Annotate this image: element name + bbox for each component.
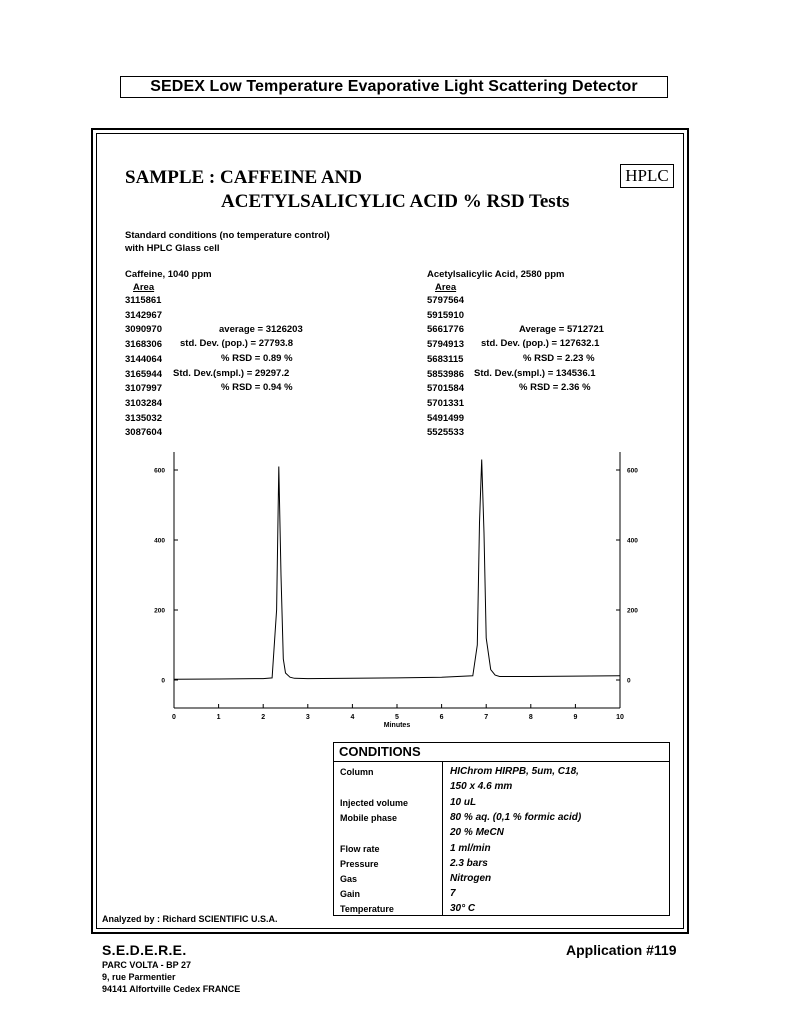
company-name: S.E.D.E.R.E. <box>102 942 187 958</box>
address-line1: PARC VOLTA - BP 27 <box>102 960 192 970</box>
caffeine-area-value: 3107997 <box>125 383 162 395</box>
caffeine-std-smpl: Std. Dev.(smpl.) = 29297.2 <box>173 368 290 379</box>
x-tick-label: 4 <box>350 714 355 721</box>
application-number: Application #119 <box>566 942 677 958</box>
x-tick-label: 9 <box>573 714 578 721</box>
asa-area-label: Area <box>435 282 457 293</box>
conditions-value: 20 % MeCN <box>450 827 504 838</box>
asa-std-smpl: Std. Dev.(smpl.) = 134536.1 <box>474 368 596 379</box>
conditions-row <box>334 811 669 825</box>
x-tick-label: 10 <box>616 714 624 721</box>
conditions-label: Flow rate <box>340 844 380 854</box>
y-tick-label-right: 600 <box>627 467 638 475</box>
x-tick-label: 6 <box>439 714 444 721</box>
asa-area-value: 5701584 <box>427 383 464 395</box>
asa-average: Average = 5712721 <box>519 324 604 335</box>
x-tick-label: 5 <box>395 714 399 721</box>
conditions-row <box>334 902 669 916</box>
x-tick-label: 7 <box>484 714 489 721</box>
y-tick-label-left: 600 <box>154 467 165 475</box>
asa-area-value: 5794913 <box>427 339 464 351</box>
conditions-label: Gain <box>340 889 361 899</box>
x-tick-label: 3 <box>305 714 310 721</box>
y-tick-label-right: 400 <box>627 537 638 545</box>
caffeine-area-value: 3090970 <box>125 324 162 336</box>
conditions-value: 7 <box>450 888 456 899</box>
caffeine-area-value: 3115861 <box>125 295 162 306</box>
y-tick-label-right: 200 <box>627 607 638 615</box>
asa-heading: Acetylsalicylic Acid, 2580 ppm <box>427 269 565 280</box>
conditions-value: 150 x 4.6 mm <box>450 781 513 792</box>
conditions-note-line1: Standard conditions (no temperature control) <box>125 230 330 241</box>
asa-area-value: 5525533 <box>427 427 464 439</box>
asa-area-value: 5491499 <box>427 412 464 424</box>
caffeine-area-value: 3087604 <box>125 427 162 439</box>
conditions-value: 30° C <box>450 903 476 914</box>
x-tick-label: 1 <box>216 714 221 721</box>
y-tick-label-left: 400 <box>154 537 165 545</box>
conditions-value: Nitrogen <box>450 873 492 884</box>
address-line3: 94141 Alfortville Cedex FRANCE <box>102 984 241 994</box>
conditions-label: Gas <box>340 874 358 884</box>
caffeine-average: average = 3126203 <box>219 324 303 335</box>
conditions-row <box>334 857 669 871</box>
caffeine-rsd-pop: % RSD = 0.89 % <box>221 353 293 364</box>
conditions-label: Injected volume <box>340 798 409 808</box>
y-tick-label-left: 0 <box>161 677 165 685</box>
conditions-label: Temperature <box>340 904 394 914</box>
asa-std-pop: std. Dev. (pop.) = 127632.1 <box>481 338 600 349</box>
sample-title-line1: SAMPLE : CAFFEINE AND <box>125 167 362 188</box>
conditions-title: CONDITIONS <box>334 743 669 762</box>
caffeine-std-pop: std. Dev. (pop.) = 27793.8 <box>180 338 294 349</box>
conditions-row <box>334 887 669 901</box>
conditions-value: 10 uL <box>450 797 477 808</box>
caffeine-area-value: 3165944 <box>125 368 162 380</box>
y-tick-label-right: 0 <box>627 677 631 685</box>
conditions-value: 80 % aq. (0,1 % formic acid) <box>450 812 582 823</box>
chromatogram-trace <box>174 460 620 680</box>
caffeine-area-value: 3103284 <box>125 397 162 409</box>
conditions-row <box>334 842 669 856</box>
caffeine-area-value: 3168306 <box>125 339 162 351</box>
conditions-value: 1 ml/min <box>450 843 491 854</box>
document-header: SEDEX Low Temperature Evaporative Light Scattering Detector <box>120 76 668 98</box>
conditions-label: Mobile phase <box>340 813 398 823</box>
address-line2: 9, rue Parmentier <box>102 972 176 982</box>
analyzed-by: Analyzed by : Richard SCIENTIFIC U.S.A. <box>102 914 278 924</box>
asa-area-value: 5701331 <box>427 397 464 409</box>
conditions-label: Pressure <box>340 859 379 869</box>
conditions-label: Column <box>340 767 374 777</box>
conditions-row <box>334 780 669 794</box>
conditions-value: 2.3 bars <box>450 858 488 869</box>
conditions-row <box>334 796 669 810</box>
caffeine-area-value: 3142967 <box>125 309 162 321</box>
conditions-note-line2: with HPLC Glass cell <box>125 243 220 254</box>
asa-area-value: 5661776 <box>427 324 464 336</box>
asa-area-value: 5683115 <box>427 353 464 365</box>
conditions-value: HIChrom HIRPB, 5um, C18, <box>450 766 579 777</box>
caffeine-rsd-smpl: % RSD = 0.94 % <box>221 382 293 393</box>
x-tick-label: 2 <box>261 714 266 721</box>
asa-rsd-smpl: % RSD = 2.36 % <box>519 382 591 393</box>
hplc-badge: HPLC <box>620 164 674 188</box>
conditions-row <box>334 765 669 779</box>
x-tick-label: 0 <box>172 714 176 721</box>
asa-rsd-pop: % RSD = 2.23 % <box>523 353 595 364</box>
sample-title-line2: ACETYLSALICYLIC ACID % RSD Tests <box>221 191 570 212</box>
conditions-table <box>333 742 670 916</box>
x-axis-label: Minutes <box>383 722 411 729</box>
conditions-row <box>334 826 669 840</box>
asa-area-value: 5853986 <box>427 368 464 380</box>
caffeine-area-value: 3144064 <box>125 353 162 365</box>
x-tick-label: 8 <box>528 714 533 721</box>
asa-area-value: 5915910 <box>427 309 464 321</box>
caffeine-area-label: Area <box>133 282 155 293</box>
conditions-row <box>334 872 669 886</box>
asa-area-value: 5797564 <box>427 295 464 306</box>
caffeine-area-value: 3135032 <box>125 412 162 424</box>
caffeine-heading: Caffeine, 1040 ppm <box>125 269 212 280</box>
y-tick-label-left: 200 <box>154 607 165 615</box>
